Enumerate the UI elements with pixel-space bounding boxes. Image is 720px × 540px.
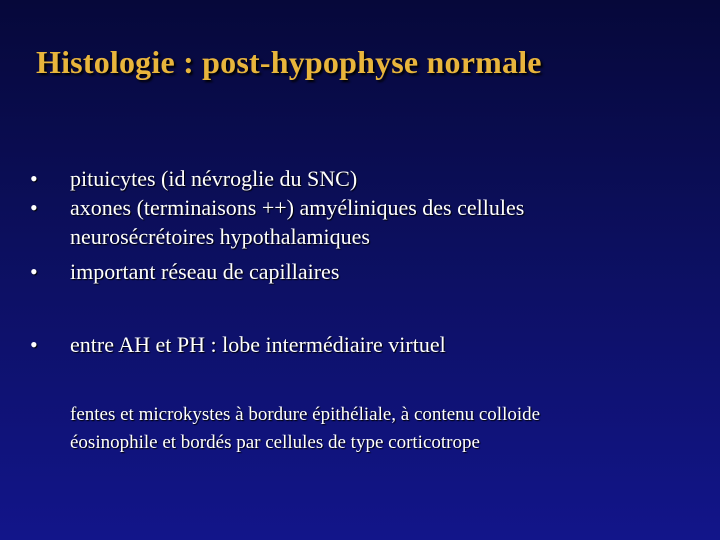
bullet-item-lobe-intermediaire <box>30 330 700 359</box>
bullet-text: entre AH et PH : lobe intermédiaire virtuel <box>70 332 446 357</box>
bullet-item-axones <box>30 193 700 251</box>
bullet-text: axones (terminaisons ++) amyéliniques des cellules <box>70 195 525 220</box>
bullet-dot-icon: • <box>30 195 38 220</box>
bullet-dot-icon: • <box>30 259 38 284</box>
bullet-dot-icon: • <box>30 332 38 357</box>
bullet-text: important réseau de capillaires <box>70 259 340 284</box>
sub-paragraph-line: éosinophile et bordés par cellules de type corticotrope <box>70 432 480 453</box>
bullet-item-pituicytes <box>30 164 700 193</box>
sub-paragraph-line: fentes et microkystes à bordure épithéliale, à contenu colloide <box>70 404 541 425</box>
bullet-text-continuation: neurosécrétoires hypothalamiques <box>70 224 370 249</box>
bullet-dot-icon: • <box>30 166 38 191</box>
sub-paragraph <box>70 401 710 457</box>
bullet-item-capillaires <box>30 257 700 286</box>
slide-title: Histologie : post-hypophyse normale <box>36 44 542 80</box>
bullet-list <box>30 164 700 359</box>
bullet-text: pituicytes (id névroglie du SNC) <box>70 166 358 191</box>
